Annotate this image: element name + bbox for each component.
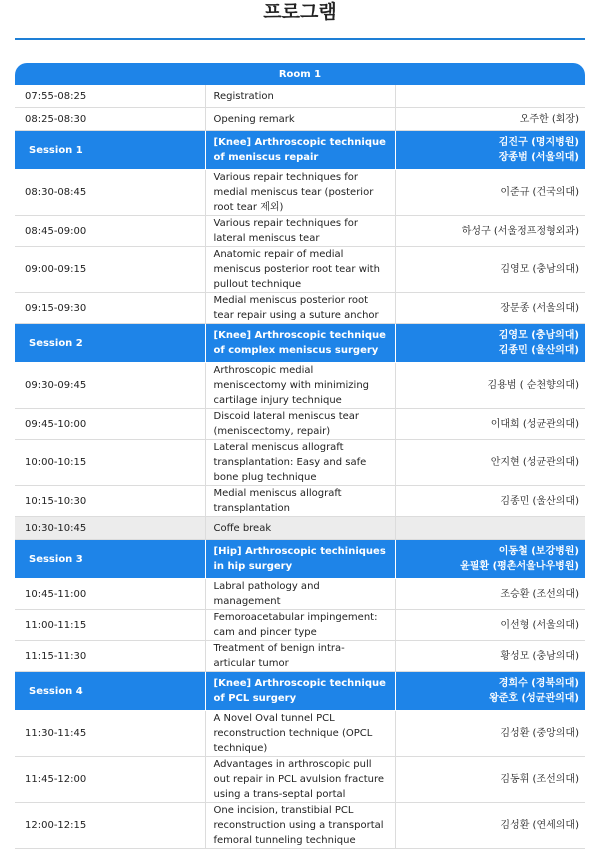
- session-chairs: [395, 672, 585, 711]
- table-row: [15, 486, 585, 517]
- speaker-cell: 이준규 (건국의대): [395, 170, 585, 216]
- speaker-cell: 김용범 ( 순천향의대): [395, 363, 585, 409]
- room-label: Room 1: [15, 63, 585, 85]
- time-cell: 12:00-12:15: [15, 803, 205, 849]
- title-cell: Treatment of benign intra-articular tumor: [205, 641, 395, 672]
- speaker-cell: 김성환 (연세의대): [395, 803, 585, 849]
- session-row: [15, 540, 585, 579]
- session-row: [15, 131, 585, 170]
- time-cell: 10:15-10:30: [15, 486, 205, 517]
- table-row: [15, 757, 585, 803]
- speaker-cell: 이선형 (서울의대): [395, 610, 585, 641]
- session-title: [Knee] Arthroscopic technique of complex meniscus surgery: [205, 324, 395, 363]
- time-cell: 10:30-10:45: [15, 517, 205, 540]
- chair-name: 장종범 (서울의대): [498, 152, 579, 163]
- table-row: [15, 170, 585, 216]
- session-label: Session 2: [15, 324, 205, 363]
- chair-name: 경희수 (경북의대): [498, 678, 579, 689]
- speaker-cell: 조승환 (조선의대): [395, 579, 585, 610]
- room-header-row: [15, 63, 585, 85]
- title-cell: Medial meniscus posterior root tear repair using a suture anchor: [205, 293, 395, 324]
- session-title: [Hip] Arthroscopic techiniques in hip surgery: [205, 540, 395, 579]
- session-label: Session 3: [15, 540, 205, 579]
- chair-name: 김진구 (명지병원): [498, 137, 579, 148]
- title-cell: Labral pathology and management: [205, 579, 395, 610]
- table-row: [15, 641, 585, 672]
- title-cell: Discoid lateral meniscus tear (meniscectomy, repair): [205, 409, 395, 440]
- time-cell: 09:00-09:15: [15, 247, 205, 293]
- title-cell: Advantages in arthroscopic pull out repair in PCL avulsion fracture using a trans-septal portal: [205, 757, 395, 803]
- speaker-cell: 이대희 (성균관의대): [395, 409, 585, 440]
- title-cell: Coffe break: [205, 517, 395, 540]
- chair-name: 윤필환 (평촌서울나우병원): [460, 561, 579, 572]
- table-row: [15, 216, 585, 247]
- speaker-cell: 하성구 (서울정프정형외과): [395, 216, 585, 247]
- speaker-cell: 황성모 (충남의대): [395, 641, 585, 672]
- speaker-cell: [395, 85, 585, 108]
- table-row: [15, 579, 585, 610]
- time-cell: 09:30-09:45: [15, 363, 205, 409]
- table-row: [15, 409, 585, 440]
- session-row: [15, 324, 585, 363]
- title-cell: A Novel Oval tunnel PCL reconstruction technique (OPCL technique): [205, 711, 395, 757]
- time-cell: 10:00-10:15: [15, 440, 205, 486]
- chair-name: 왕준호 (성균관의대): [489, 693, 579, 704]
- speaker-cell: 오주한 (회장): [395, 108, 585, 131]
- speaker-cell: 장문종 (서울의대): [395, 293, 585, 324]
- speaker-cell: 김성환 (중앙의대): [395, 711, 585, 757]
- session-chairs: [395, 131, 585, 170]
- session-chairs: [395, 324, 585, 363]
- table-row: [15, 440, 585, 486]
- title-cell: Opening remark: [205, 108, 395, 131]
- session-title: [Knee] Arthroscopic technique of PCL surgery: [205, 672, 395, 711]
- break-row: [15, 517, 585, 540]
- title-cell: Various repair techniques for medial meniscus tear (posterior root tear 제외): [205, 170, 395, 216]
- chair-name: 이동철 (보강병원): [498, 546, 579, 557]
- time-cell: 08:45-09:00: [15, 216, 205, 247]
- time-cell: 08:30-08:45: [15, 170, 205, 216]
- table-row: [15, 85, 585, 108]
- title-cell: Registration: [205, 85, 395, 108]
- title-divider: [15, 38, 585, 40]
- time-cell: 07:55-08:25: [15, 85, 205, 108]
- title-cell: Femoroacetabular impingement: cam and pincer type: [205, 610, 395, 641]
- speaker-cell: 안지현 (성균관의대): [395, 440, 585, 486]
- page-title: 프로그램: [263, 1, 337, 23]
- time-cell: 09:15-09:30: [15, 293, 205, 324]
- session-label: Session 4: [15, 672, 205, 711]
- table-row: [15, 610, 585, 641]
- speaker-cell: 김영모 (충남의대): [395, 247, 585, 293]
- table-row: [15, 803, 585, 849]
- program-table: [15, 63, 585, 849]
- chair-name: 김영모 (충남의대): [498, 330, 579, 341]
- session-title: [Knee] Arthroscopic technique of meniscus repair: [205, 131, 395, 170]
- time-cell: 09:45-10:00: [15, 409, 205, 440]
- title-cell: Various repair techniques for lateral meniscus tear: [205, 216, 395, 247]
- table-row: [15, 293, 585, 324]
- time-cell: 10:45-11:00: [15, 579, 205, 610]
- time-cell: 11:30-11:45: [15, 711, 205, 757]
- speaker-cell: 김종민 (울산의대): [395, 486, 585, 517]
- table-row: [15, 108, 585, 131]
- speaker-cell: [395, 517, 585, 540]
- chair-name: 김종민 (울산의대): [498, 345, 579, 356]
- speaker-cell: 김동휘 (조선의대): [395, 757, 585, 803]
- title-cell: One incision, transtibial PCL reconstruction using a transportal femoral tunneling technique: [205, 803, 395, 849]
- table-row: [15, 711, 585, 757]
- time-cell: 11:15-11:30: [15, 641, 205, 672]
- session-label: Session 1: [15, 131, 205, 170]
- table-row: [15, 247, 585, 293]
- session-row: [15, 672, 585, 711]
- time-cell: 08:25-08:30: [15, 108, 205, 131]
- session-chairs: [395, 540, 585, 579]
- time-cell: 11:45-12:00: [15, 757, 205, 803]
- title-cell: Lateral meniscus allograft transplantation: Easy and safe bone plug technique: [205, 440, 395, 486]
- title-cell: Arthroscopic medial meniscectomy with minimizing cartilage injury technique: [205, 363, 395, 409]
- title-cell: Medial meniscus allograft transplantation: [205, 486, 395, 517]
- time-cell: 11:00-11:15: [15, 610, 205, 641]
- table-row: [15, 363, 585, 409]
- title-cell: Anatomic repair of medial meniscus posterior root tear with pullout technique: [205, 247, 395, 293]
